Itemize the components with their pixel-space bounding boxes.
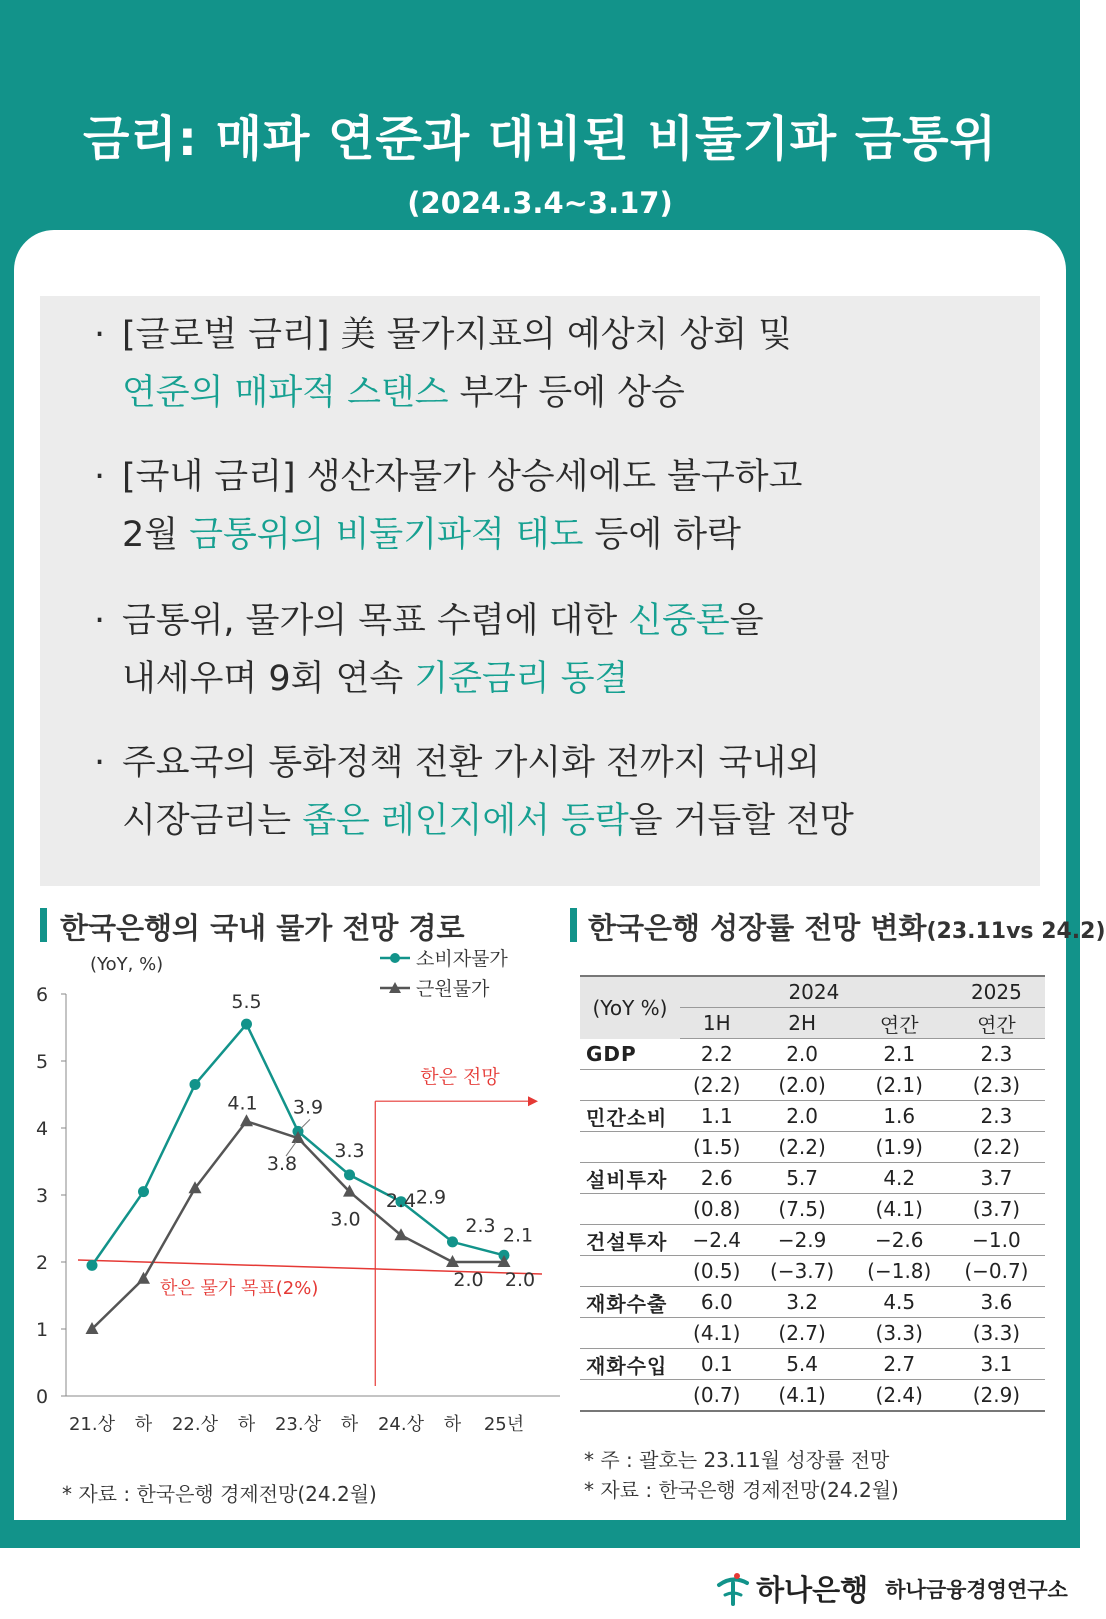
growth-forecast-table: [580, 975, 1045, 1412]
institute-name: 하나금융경영연구소: [885, 1577, 1068, 1602]
previous-forecast-value: (3.7): [948, 1194, 1045, 1225]
bullet-text: 금통위, 물가의 목표 수렴에 대한: [122, 601, 629, 641]
section-bar-right: [570, 908, 577, 942]
bullet-line: [94, 650, 764, 708]
data-point-core-price: [137, 1272, 150, 1284]
bullet-dot: ·: [94, 315, 106, 355]
table-notes: [584, 1445, 899, 1505]
table-row: [580, 1349, 1045, 1380]
highlight-text: 연준의 매파적 스탠스: [122, 373, 449, 413]
x-tick-label: 23.상: [274, 1414, 322, 1435]
previous-forecast-value: (−0.7): [948, 1256, 1045, 1287]
forecast-value: 2.2: [680, 1039, 754, 1070]
data-label: 2.0: [504, 1269, 536, 1291]
previous-forecast-value: (3.3): [948, 1318, 1045, 1349]
row-label: 재화수입: [580, 1349, 680, 1380]
bullet-text: [국내 금리] 생산자물가 상승세에도 불구하고: [122, 457, 803, 497]
forecast-value: 3.1: [948, 1349, 1045, 1380]
previous-forecast-value: (2.0): [754, 1070, 851, 1101]
subhead-annual-2024: 연간: [851, 1008, 948, 1039]
bullet-line: [94, 592, 764, 650]
year-2025-header: 2025: [948, 976, 1045, 1008]
row-label-empty: [580, 1318, 680, 1349]
forecast-value: 2.7: [851, 1349, 948, 1380]
data-point-consumer-price: [241, 1019, 252, 1030]
y-tick-label: 3: [35, 1185, 49, 1207]
data-label: 2.3: [465, 1214, 496, 1237]
table-row: [580, 1287, 1045, 1318]
table-row: [580, 1225, 1045, 1256]
data-point-consumer-price: [138, 1186, 149, 1197]
data-point-consumer-price: [447, 1236, 458, 1247]
bullet-text: 부각 등에 상승: [448, 373, 685, 413]
table-row: [580, 1163, 1045, 1194]
bullet-line: [94, 792, 854, 850]
table-row: [580, 1101, 1045, 1132]
x-tick-label: 22.상: [171, 1414, 219, 1435]
bullet-text: 시장금리는: [122, 801, 303, 841]
x-tick-label: 하: [443, 1414, 462, 1435]
data-point-consumer-price: [190, 1079, 201, 1090]
table-row-previous: [580, 1380, 1045, 1412]
x-tick-label: 하: [237, 1414, 256, 1435]
row-label: 민간소비: [580, 1101, 680, 1132]
summary-bullet-3: [94, 592, 764, 708]
previous-forecast-value: (2.2): [680, 1070, 754, 1101]
footer-logo: [715, 1568, 1068, 1608]
year-2024-header: 2024: [680, 976, 948, 1008]
previous-forecast-value: (4.1): [680, 1318, 754, 1349]
bullet-text: [글로벌 금리] 美 물가지표의 예상치 상회 및: [122, 315, 793, 355]
legend-label: 소비자물가: [416, 948, 508, 970]
forecast-value: 2.3: [948, 1039, 1045, 1070]
legend-marker: [390, 953, 400, 963]
y-tick-label: 2: [35, 1252, 49, 1274]
forecast-value: 2.0: [754, 1101, 851, 1132]
highlight-text: 좁은 레인지에서 등락: [302, 801, 629, 841]
row-label-empty: [580, 1380, 680, 1412]
inflation-chart-title: 한국은행의 국내 물가 전망 경로: [60, 911, 465, 945]
row-label-empty: [580, 1132, 680, 1163]
forecast-label: 한은 전망: [420, 1066, 500, 1089]
forecast-value: 3.7: [948, 1163, 1045, 1194]
data-label: 2.4: [385, 1190, 417, 1213]
highlight-text: 금통위의 비둘기파적 태도: [189, 515, 584, 555]
x-tick-label: 24.상: [377, 1414, 425, 1435]
y-tick-label: 5: [35, 1051, 49, 1073]
x-tick-label: 하: [134, 1414, 153, 1435]
bullet-dot: ·: [94, 601, 106, 641]
previous-forecast-value: (2.2): [754, 1132, 851, 1163]
table-row: [580, 1039, 1045, 1070]
previous-forecast-value: (−3.7): [754, 1256, 851, 1287]
previous-forecast-value: (2.4): [851, 1380, 948, 1412]
growth-table-title-text: 한국은행 성장률 전망 변화: [588, 911, 927, 945]
x-tick-label: 21.상: [68, 1414, 116, 1435]
previous-forecast-value: (3.3): [851, 1318, 948, 1349]
y-tick-label: 4: [35, 1118, 49, 1140]
previous-forecast-value: (2.1): [851, 1070, 948, 1101]
bullet-dot: ·: [94, 457, 106, 497]
previous-forecast-value: (0.8): [680, 1194, 754, 1225]
forecast-value: 5.4: [754, 1349, 851, 1380]
table-row-previous: [580, 1070, 1045, 1101]
table-row-previous: [580, 1194, 1045, 1225]
y-tick-label: 0: [35, 1386, 49, 1408]
bank-name: 하나은행: [756, 1573, 869, 1607]
data-label: 3.9: [292, 1096, 324, 1119]
previous-forecast-value: (1.9): [851, 1132, 948, 1163]
forecast-value: 6.0: [680, 1287, 754, 1318]
highlight-text: 기준금리 동결: [414, 659, 629, 699]
data-point-core-price: [240, 1114, 253, 1126]
forecast-arrow-head: [528, 1096, 538, 1106]
page-title: 금리: 매파 연준과 대비된 비둘기파 금통위: [82, 111, 997, 167]
forecast-value: 3.2: [754, 1287, 851, 1318]
data-label: 3.3: [334, 1139, 365, 1162]
bullet-line: [94, 364, 792, 422]
previous-forecast-value: (2.2): [948, 1132, 1045, 1163]
bullet-line: [94, 506, 802, 564]
x-tick-label: 25년: [483, 1414, 525, 1435]
growth-table-title: [588, 906, 1106, 947]
previous-forecast-value: (−1.8): [851, 1256, 948, 1287]
forecast-value: 0.1: [680, 1349, 754, 1380]
previous-forecast-value: (4.1): [851, 1194, 948, 1225]
date-range: (2024.3.4~3.17): [407, 186, 673, 220]
table-row-previous: [580, 1318, 1045, 1349]
forecast-value: −2.4: [680, 1225, 754, 1256]
data-label: 2.1: [502, 1224, 534, 1247]
previous-forecast-value: (7.5): [754, 1194, 851, 1225]
label-leader-line: [300, 1119, 310, 1129]
forecast-value: 2.3: [948, 1101, 1045, 1132]
y-tick-label: 6: [35, 984, 49, 1006]
previous-forecast-value: (0.7): [680, 1380, 754, 1412]
previous-forecast-value: (2.3): [948, 1070, 1045, 1101]
y-tick-label: 1: [35, 1319, 49, 1341]
table-note-parentheses: * 주 : 괄호는 23.11월 성장률 전망: [584, 1448, 890, 1472]
forecast-value: −1.0: [948, 1225, 1045, 1256]
header-curve: [14, 230, 1066, 290]
data-label: 2.9: [415, 1186, 447, 1209]
data-label: 4.1: [227, 1092, 258, 1115]
row-label-empty: [580, 1070, 680, 1101]
row-label: 건설투자: [580, 1225, 680, 1256]
table-row-previous: [580, 1132, 1045, 1163]
forecast-value: 5.7: [754, 1163, 851, 1194]
bullet-text: 등에 하락: [583, 515, 741, 555]
section-bar-left: [40, 908, 47, 942]
summary-bullet-4: [94, 734, 854, 850]
target-line-label: 한은 물가 목표(2%): [160, 1278, 319, 1299]
row-label-empty: [580, 1256, 680, 1287]
forecast-value: 2.6: [680, 1163, 754, 1194]
forecast-value: 4.5: [851, 1287, 948, 1318]
forecast-value: 2.1: [851, 1039, 948, 1070]
data-label: 3.8: [266, 1153, 298, 1176]
bullet-line: [94, 448, 802, 506]
bullet-dot: ·: [94, 743, 106, 783]
row-label: GDP: [580, 1039, 680, 1070]
previous-forecast-value: (2.7): [754, 1318, 851, 1349]
table-unit: (YoY %): [580, 976, 680, 1039]
series-line-1: [92, 1024, 504, 1265]
row-label: 설비투자: [580, 1163, 680, 1194]
forecast-value: −2.6: [851, 1225, 948, 1256]
summary-bullet-1: [94, 306, 792, 422]
x-tick-label: 하: [340, 1414, 359, 1435]
previous-forecast-value: (0.5): [680, 1256, 754, 1287]
data-label: 3.0: [330, 1208, 361, 1231]
previous-forecast-value: (2.9): [948, 1380, 1045, 1412]
forecast-value: 4.2: [851, 1163, 948, 1194]
data-label: 5.5: [231, 991, 262, 1014]
inflation-outlook-chart: [20, 948, 560, 1448]
hana-bank-logo-icon: [715, 1571, 751, 1607]
table-row-previous: [580, 1256, 1045, 1287]
forecast-value: 2.0: [754, 1039, 851, 1070]
data-point-consumer-price: [344, 1169, 355, 1180]
chart-source-note: * 자료 : 한국은행 경제전망(24.2월): [62, 1482, 377, 1506]
bullet-line: [94, 306, 792, 364]
forecast-value: 1.1: [680, 1101, 754, 1132]
legend-label: 근원물가: [416, 978, 490, 1000]
previous-forecast-value: (4.1): [754, 1380, 851, 1412]
subhead-annual-2025: 연간: [948, 1008, 1045, 1039]
bullet-text: 내세우며 9회 연속: [122, 659, 415, 699]
growth-table-title-suffix: (23.11vs 24.2): [926, 919, 1106, 944]
forecast-value: 3.6: [948, 1287, 1045, 1318]
data-label: 2.0: [453, 1269, 484, 1291]
bullet-text: 을: [729, 601, 764, 641]
bullet-text: 2월: [122, 515, 190, 555]
row-label-empty: [580, 1194, 680, 1225]
unit-note: (YoY, %): [90, 954, 164, 975]
bullet-text: 주요국의 통화정책 전환 가시화 전까지 국내외: [122, 743, 821, 783]
forecast-value: −2.9: [754, 1225, 851, 1256]
bullet-line: [94, 734, 854, 792]
bullet-text: 을 거듭할 전망: [628, 801, 854, 841]
previous-forecast-value: (1.5): [680, 1132, 754, 1163]
subhead-2h: 2H: [754, 1008, 851, 1039]
highlight-text: 신중론: [628, 601, 730, 641]
row-label: 재화수출: [580, 1287, 680, 1318]
data-point-consumer-price: [87, 1260, 98, 1271]
subhead-1h: 1H: [680, 1008, 754, 1039]
table-note-source: * 자료 : 한국은행 경제전망(24.2월): [584, 1478, 899, 1502]
summary-bullet-2: [94, 448, 802, 564]
forecast-value: 1.6: [851, 1101, 948, 1132]
